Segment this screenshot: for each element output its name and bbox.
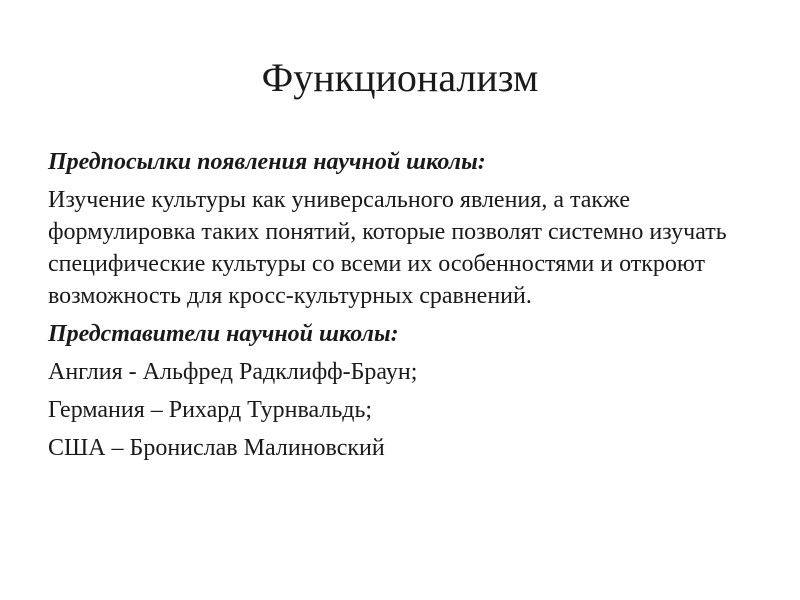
prerequisites-text: Изучение культуры как универсального явления, а также формулировка таких понятий, которые позволят системно изучать специфические культуры со всеми их особенностями и откроют возможность для кросс-культурных сравнений. [48,187,727,309]
representative-england: Англия - Альфред Радклифф-Браун; [48,359,418,385]
slide-title: Функционализм [261,55,539,100]
representative-usa: США – Бронислав Малиновский [48,435,385,461]
representative-germany: Германия – Рихард Турнвальдь; [48,397,373,423]
representatives-heading: Представители научной школы: [48,321,399,347]
slide-body [48,146,768,470]
prerequisites-heading: Предпосылки появления научной школы: [48,149,486,175]
